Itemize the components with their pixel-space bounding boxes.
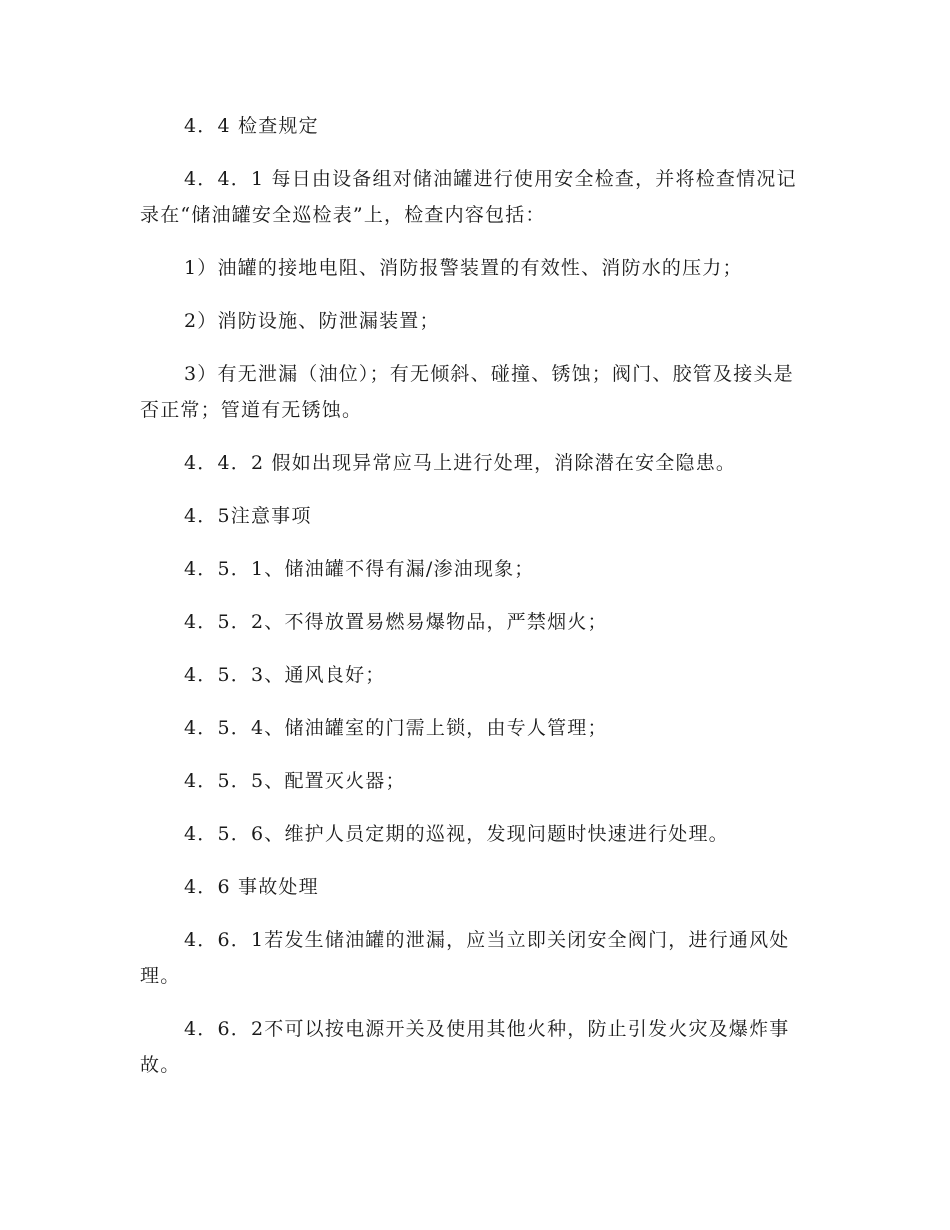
section-heading-inspection: 4．4 检查规定 xyxy=(184,115,319,137)
precaution-item-2: 4．5．2、不得放置易燃易爆物品，严禁烟火； xyxy=(184,611,608,633)
precaution-item-4: 4．5．4、储油罐室的门需上锁，由专人管理； xyxy=(184,717,608,739)
accident-item-1: 4．6．1若发生储油罐的泄漏，应当立即关闭安全阀门，进行通风处理。 xyxy=(140,929,790,987)
precaution-item-5: 4．5．5、配置灭火器； xyxy=(184,770,406,792)
list-item-3: 3）有无泄漏（油位）；有无倾斜、碰撞、锈蚀；阀门、胶管及接头是否正常；管道有无锈蚀。 xyxy=(140,363,794,421)
accident-item-2: 4．6．2不可以按电源开关及使用其他火种，防止引发火灾及爆炸事故。 xyxy=(140,1018,790,1076)
section-heading-accident: 4．6 事故处理 xyxy=(184,876,319,898)
document-body xyxy=(140,108,812,1100)
paragraph-abnormal-handling: 4．4．2 假如出现异常应马上进行处理，消除潜在安全隐患。 xyxy=(184,452,737,474)
paragraph-daily-inspection: 4．4．1 每日由设备组对储油罐进行使用安全检查，并将检查情况记录在“储油罐安全巡检表”上，检查内容包括： xyxy=(140,168,797,226)
list-item-2: 2）消防设施、防泄漏装置； xyxy=(184,310,440,332)
list-item-1: 1）油罐的接地电阻、消防报警装置的有效性、消防水的压力； xyxy=(184,257,743,279)
precaution-item-6: 4．5．6、维护人员定期的巡视，发现问题时快速进行处理。 xyxy=(184,823,729,845)
precaution-item-3: 4．5．3、通风良好； xyxy=(184,664,386,686)
section-heading-precautions: 4．5注意事项 xyxy=(184,505,312,527)
precaution-item-1: 4．5．1、储油罐不得有漏/渗油现象； xyxy=(184,558,535,580)
